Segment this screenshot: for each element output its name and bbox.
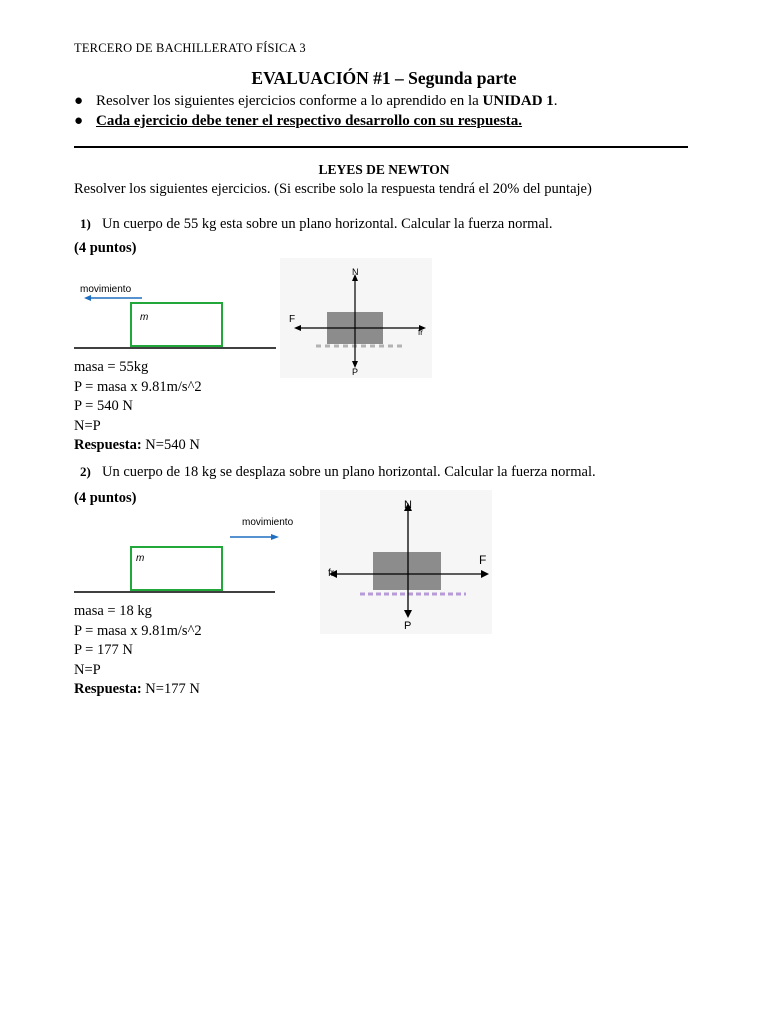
answer-label: Respuesta: [74, 681, 142, 697]
motion-arrow-head [271, 534, 279, 540]
exercise-1-work [74, 358, 202, 456]
block [373, 552, 441, 590]
answer-value: N=177 N [141, 681, 200, 697]
exercise-1-question [80, 216, 553, 233]
mass-box [131, 547, 222, 590]
label-n: N [404, 499, 412, 511]
exercise-2-number: 2) [80, 464, 91, 479]
label-fr: fr [418, 328, 423, 337]
bullet-1-bold: UNIDAD 1 [482, 93, 554, 109]
exercise-1-text: Un cuerpo de 55 kg esta sobre un plano horizontal. Calcular la fuerza normal. [102, 216, 553, 232]
motion-label: movimiento [242, 517, 294, 528]
horizontal-divider [74, 146, 688, 148]
mass-box [131, 303, 222, 346]
work-line: P = 540 N [74, 398, 133, 414]
answer-line [74, 680, 202, 700]
label-f: F [289, 314, 296, 325]
answer-label: Respuesta: [74, 437, 142, 453]
work-line: P = masa x 9.81m/s^2 [74, 622, 202, 639]
section-title: LEYES DE NEWTON [318, 162, 450, 177]
instruction-bullet-1 [74, 93, 558, 110]
work-line: masa = 18 kg [74, 603, 152, 619]
mass-symbol: m [136, 553, 145, 564]
work-line: N=P [74, 417, 101, 434]
exercise-1-number: 1) [80, 216, 91, 231]
work-line: N=P [74, 661, 101, 678]
exercise-2-question [80, 464, 596, 481]
exercise-2-free-body-diagram [320, 490, 492, 634]
label-fr: fr [328, 568, 335, 579]
bullet-1-suffix: . [553, 93, 558, 109]
exercise-2-points: (4 puntos) [74, 490, 137, 506]
bullet-2-text: Cada ejercicio debe tener el respectivo desarrollo con su respuesta. [96, 113, 523, 129]
document-header: TERCERO DE BACHILLERATO FÍSICA 3 [74, 41, 306, 55]
section-intro: Resolver los siguientes ejercicios. (Si escribe solo la respuesta tendrá el 20% del puntaje) [74, 181, 592, 197]
label-n: N [352, 267, 359, 277]
bullet-icon: ● [74, 113, 84, 129]
work-line: P = 177 N [74, 642, 133, 658]
bullet-icon: ● [74, 93, 84, 109]
answer-value: N=540 N [141, 437, 200, 453]
exercise-2-work [74, 602, 202, 700]
work-line: P = masa x 9.81m/s^2 [74, 378, 202, 395]
exercise-1-points: (4 puntos) [74, 240, 137, 256]
work-line: masa = 55kg [74, 359, 149, 375]
motion-label: movimiento [80, 284, 132, 295]
page-title: EVALUACIÓN #1 – Segunda parte [251, 68, 517, 88]
label-p: P [352, 367, 359, 377]
instruction-bullet-2 [74, 113, 522, 130]
label-p: P [404, 620, 412, 632]
exercise-1-motion-diagram [74, 276, 278, 352]
mass-symbol: m [140, 312, 149, 323]
exercise-2-text: Un cuerpo de 18 kg se desplaza sobre un plano horizontal. Calcular la fuerza normal. [102, 464, 596, 480]
motion-arrow-head [84, 295, 91, 301]
label-f: F [479, 553, 487, 567]
exercise-2-motion-diagram [74, 510, 310, 600]
bullet-1-text: Resolver los siguientes ejercicios conforme a lo aprendido en la [96, 93, 483, 109]
exercise-1-free-body-diagram [280, 258, 432, 378]
answer-line [74, 436, 202, 456]
